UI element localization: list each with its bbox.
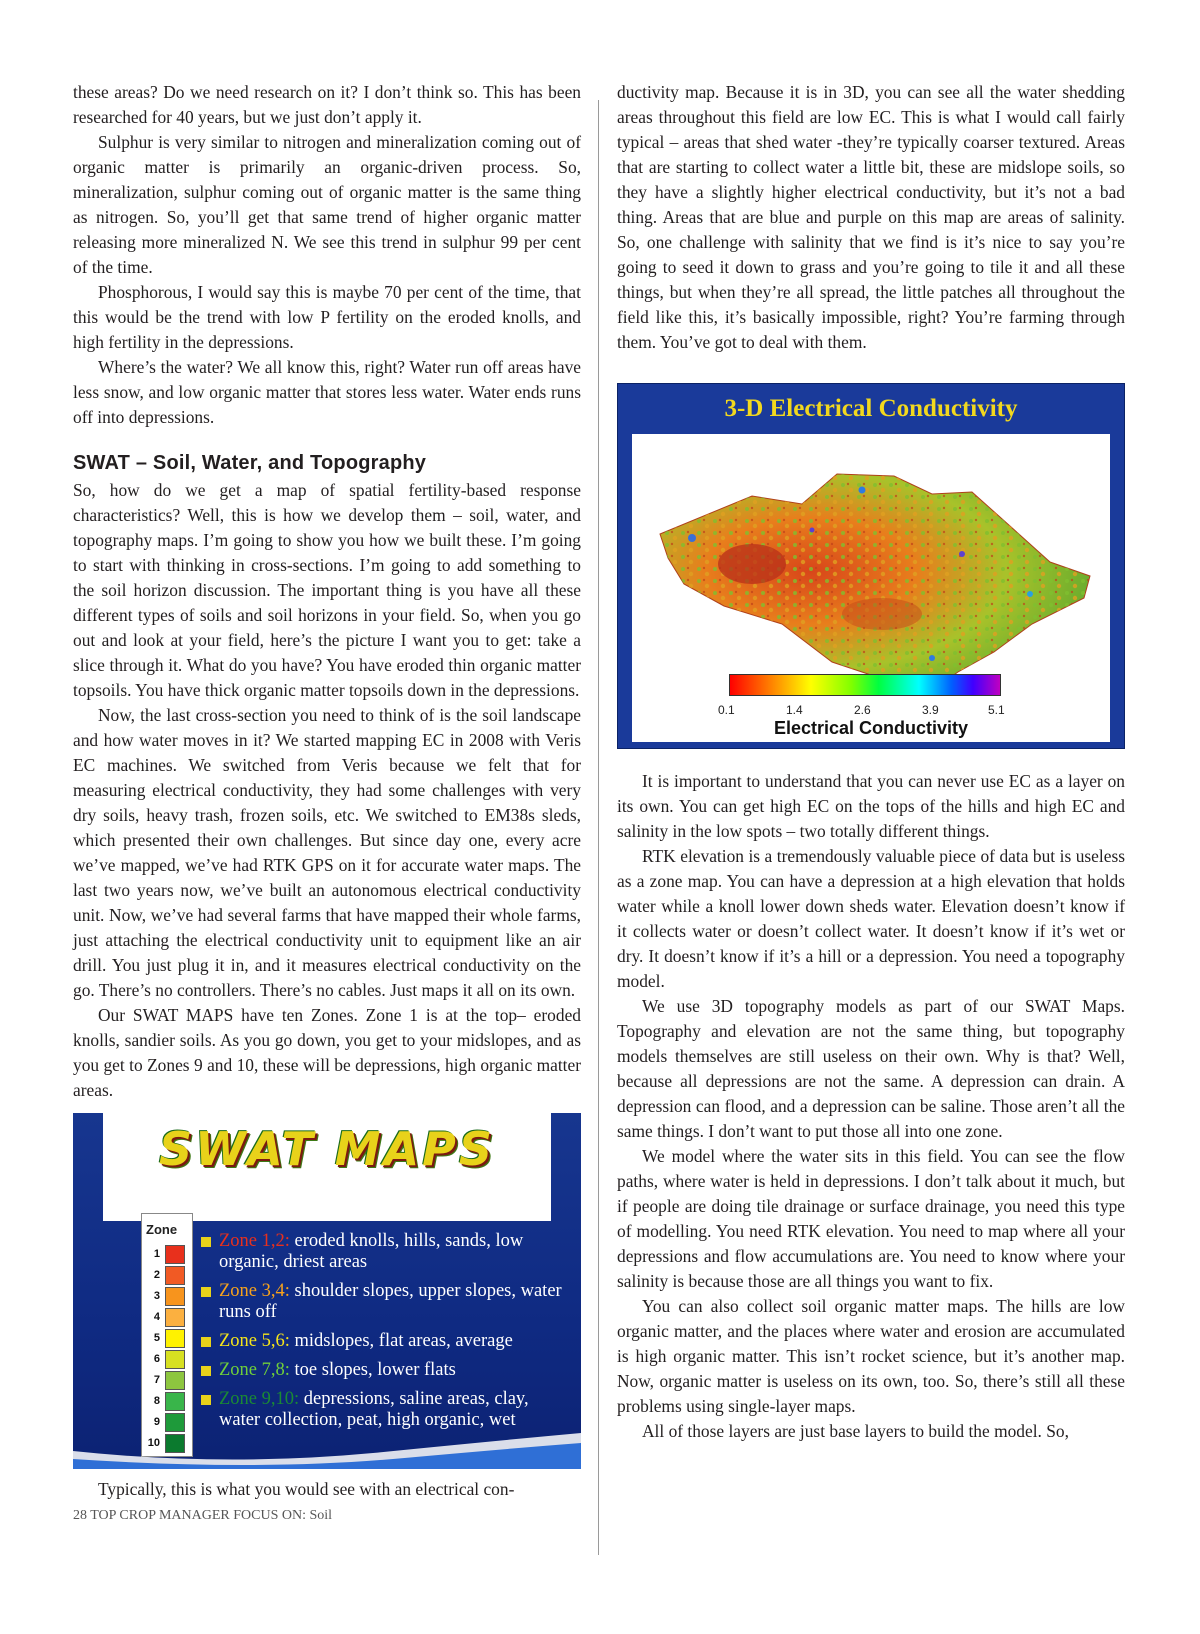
- body-paragraph: these areas? Do we need research on it? I don’t think so. This has been researched for 40 years, but we just don’t apply it.: [73, 82, 581, 127]
- zone-description: shoulder slopes, upper slopes, water runs off: [219, 1281, 562, 1322]
- zone-key-label: Zone 1,2:: [219, 1231, 290, 1251]
- zone-description: eroded knolls, hills, sands, low organic, driest areas: [219, 1231, 524, 1272]
- zone-color-swatch: [165, 1266, 185, 1285]
- ec-scale-tick: 0.1: [718, 703, 735, 717]
- zone-list: [199, 1231, 569, 1439]
- ec-scale-tick: 1.4: [786, 703, 803, 717]
- body-paragraph: We use 3D topography models as part of our SWAT Maps. Topography and elevation are not the same thing, but topography models themselves are still useless on their own. Why is that? Well, because all depressions are not the same. A depression can drain. A depression can flood, and a depression can be saline. Those aren’t all the same things. I don’t want to put those all into one zone.: [617, 996, 1125, 1141]
- ec-scale-caption: Electrical Conductivity: [773, 718, 969, 738]
- zone-number: 3: [153, 1290, 160, 1302]
- ec-map-panel: [632, 434, 1110, 742]
- zone-number: 4: [153, 1311, 160, 1323]
- page-footer: 28 TOP CROP MANAGER FOCUS ON: Soil: [73, 1508, 333, 1523]
- zone-description: toe slopes, lower flats: [289, 1360, 456, 1380]
- zone-color-swatch: [165, 1371, 185, 1390]
- zone-legend-row: [142, 1244, 192, 1265]
- zone-number: 10: [147, 1437, 160, 1449]
- ec-scale-tick: 3.9: [922, 703, 939, 717]
- body-paragraph: Where’s the water? We all know this, right? Water run off areas have less snow, and low organic matter that stores less water. Water ends runs off into depressions.: [73, 357, 581, 427]
- zone-list-item: [199, 1281, 569, 1323]
- ec-scale-tick: 2.6: [854, 703, 871, 717]
- zone-legend-row: [142, 1265, 192, 1286]
- body-paragraph: Our SWAT MAPS have ten Zones. Zone 1 is at the top– eroded knolls, sandier soils. As you go down, you get to your midslopes, and as you get to Zones 9 and 10, these will be depressions, high organic matter areas.: [73, 1005, 581, 1100]
- body-paragraph: It is important to understand that you can never use EC as a layer on its own. You can get high EC on the tops of the hills and high EC and salinity in the low spots – two totally different things.: [617, 771, 1125, 841]
- swat-maps-slide: [73, 1113, 581, 1469]
- body-paragraph: You can also collect soil organic matter maps. The hills are low organic matter, and the places where water and erosion are accumulated is high organic matter. This isn’t rocket science, but it’s another map. Now, organic matter is useless on its own, too. So, there’s still all these problems using single-layer maps.: [617, 1296, 1125, 1416]
- section-heading: SWAT – Soil, Water, and Topography: [73, 452, 427, 474]
- left-column: [73, 80, 581, 1502]
- zone-list-item: [199, 1331, 569, 1352]
- ec-map-slide: [617, 383, 1125, 749]
- zone-color-swatch: [165, 1329, 185, 1348]
- zone-color-swatch: [165, 1392, 185, 1411]
- zone-number: 9: [153, 1416, 160, 1428]
- zone-legend-row: [142, 1307, 192, 1328]
- column-divider: [598, 100, 599, 1555]
- zone-list-item: [199, 1360, 569, 1381]
- zone-legend: [141, 1213, 193, 1457]
- body-paragraph: RTK elevation is a tremendously valuable piece of data but is useless as a zone map. You can have a depression at a high elevation that holds water while a knoll lower down sheds water. Elevation doesn’t know if it collects water or doesn’t collect water. It doesn’t know if it’s wet or dry. It doesn’t know if it’s a hill or a depression. You need a topography model.: [617, 846, 1125, 991]
- zone-legend-row: [142, 1349, 192, 1370]
- ec-color-scale-bar: [729, 674, 1001, 696]
- zone-description: depressions, saline areas, clay, water collection, peat, high organic, wet: [219, 1389, 529, 1430]
- zone-color-swatch: [165, 1350, 185, 1369]
- slide-swoosh-decoration: [73, 1429, 581, 1469]
- body-paragraph: Phosphorous, I would say this is maybe 70 per cent of the time, that this would be the trend with low P fertility on the eroded knolls, and high fertility in the depressions.: [73, 282, 581, 352]
- body-paragraph: All of those layers are just base layers to build the model. So,: [642, 1421, 1069, 1441]
- zone-key-label: Zone 3,4:: [219, 1281, 290, 1301]
- zone-color-swatch: [165, 1287, 185, 1306]
- zone-key-label: Zone 5,6:: [219, 1331, 290, 1351]
- body-paragraph: Typically, this is what you would see with an electrical con-: [98, 1479, 515, 1499]
- zone-number: 2: [153, 1269, 160, 1281]
- zone-list-item: [199, 1231, 569, 1273]
- zone-number: 8: [153, 1395, 160, 1407]
- zone-legend-header: Zone: [146, 1222, 178, 1237]
- body-paragraph: ductivity map. Because it is in 3D, you can see all the water shedding areas throughout this field are low EC. This is what I would call fairly typical – areas that shed water -they’re typically coarser textured. Areas that are starting to collect water a little bit, these are midslope soils, so they have a slightly higher electrical conductivity, but it’s not a bad thing. Areas that are blue and purple on this map are areas of salinity. So, one challenge with salinity that we find is it’s nice to say you’re going to seed it down to grass and you’re going to tile it and all these things, but when they’re all spread, the little patches all throughout the field like this, it’s basically impossible, right? You’re farming through them. You’ve got to deal with them.: [617, 82, 1125, 352]
- slide-title: 3-D Electrical Conductivity: [724, 395, 1018, 422]
- zone-number: 6: [153, 1353, 160, 1365]
- zone-legend-row: [142, 1286, 192, 1307]
- zone-list-item: [199, 1389, 569, 1431]
- zone-description: midslopes, flat areas, average: [289, 1331, 513, 1351]
- zone-legend-row: [142, 1391, 192, 1412]
- zone-color-swatch: [165, 1245, 185, 1264]
- body-paragraph: Now, the last cross-section you need to think of is the soil landscape and how water moves in it? We started mapping EC in 2008 with Veris EC machines. We switched from Veris because we felt that for measuring electrical conductivity, they had some challenges with very dry soils, heavy trash, frozen soils, etc. We switched to EM38s sleds, which presented their own challenges. But since day one, every acre we’ve mapped, we’ve had RTK GPS on it for accurate water maps. The last two years now, we’ve built an autonomous electrical conductivity unit. Now, we’ve had several farms that have mapped their whole farms, just attaching the electrical conductivity unit to equipment like an air drill. You just plug it in, and it measures electrical conductivity on the go. There’s no controllers. There’s no cables. Just maps it all on its own.: [73, 705, 581, 1000]
- zone-color-swatch: [165, 1308, 185, 1327]
- body-paragraph: So, how do we get a map of spatial fertility-based response characteristics? Well, this is how we develop them – soil, water, and topography maps. I’m going to show you how we built these. I’m going to start with thinking in cross-sections. I’m going to add something to the soil horizon discussion. The important thing is you have all these different types of soils and soil horizons in your field. So, when you go out and look at your field, here’s the picture I want you to get: take a slice through it. What do you have? You have eroded thin organic matter topsoils. You have thick organic matter topsoils down in the depressions.: [73, 480, 581, 700]
- zone-legend-row: [142, 1370, 192, 1391]
- body-paragraph: Sulphur is very similar to nitrogen and mineralization coming out of organic matter is primarily an organic-driven process. So, mineralization, sulphur coming out of organic matter is the same thing as nitrogen. So, you’ll get that same trend of higher organic matter releasing more mineralized N. We see this trend in sulphur 99 per cent of the time.: [73, 132, 581, 277]
- body-paragraph: We model where the water sits in this field. You can see the flow paths, where water is held in depressions. I don’t talk about it much, but if people are doing tile drainage or surface drainage, you need this type of modelling. You need RTK elevation. You need to map where all your depressions and flow accumulations are. You need to know where your salinity is because those are all things you want to fix.: [617, 1146, 1125, 1291]
- zone-key-label: Zone 9,10:: [219, 1389, 300, 1409]
- zone-key-label: Zone 7,8:: [219, 1360, 290, 1380]
- zone-number: 5: [153, 1332, 160, 1344]
- ec-scale-tick: 5.1: [988, 703, 1005, 717]
- slide-title: SWAT MAPS: [158, 1122, 496, 1176]
- zone-number: 7: [153, 1374, 160, 1386]
- zone-legend-row: [142, 1328, 192, 1349]
- right-column: [617, 80, 1125, 1444]
- zone-number: 1: [153, 1248, 160, 1260]
